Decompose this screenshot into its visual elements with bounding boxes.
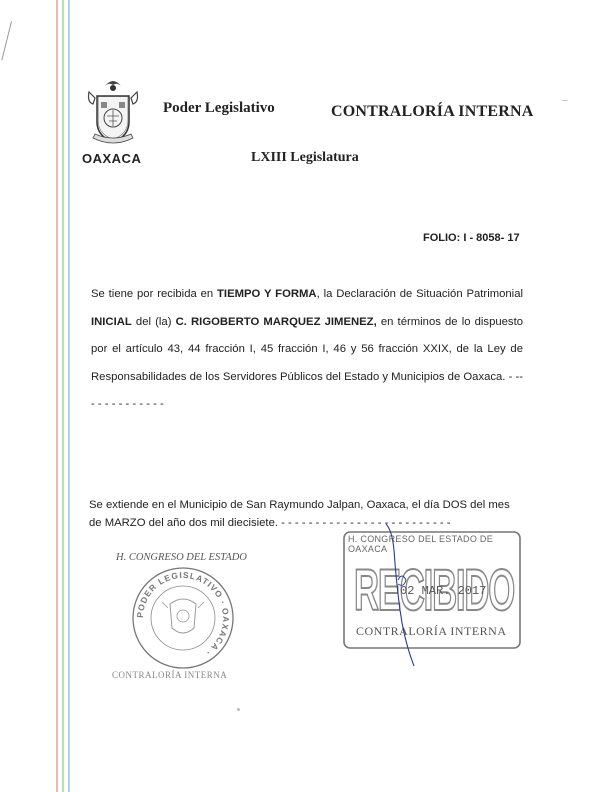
body-text-2: , la Declaración de Situación Patrimonial: [316, 288, 523, 300]
body-text-4: en términos de lo dispuesto por el artículo 43, 44 fracción I, 45 fracción I, 46 y 56 fracción XXIX, de la Ley de Responsabilidades de los Servidores Públicos del Estado y Municipios de Oaxaca. - -- - - - - - - - - - - -: [91, 315, 524, 411]
received-date: 02 MAR. 2017: [400, 584, 487, 598]
stamp-footer: CONTRALORÍA INTERNA: [112, 670, 228, 680]
pen-mark: [1, 21, 21, 62]
received-stamp-title: H. CONGRESO DEL ESTADO DE OAXACA: [348, 534, 494, 554]
signature-stroke: [380, 520, 440, 670]
department-title: CONTRALORÍA INTERNA: [331, 103, 534, 120]
margin-line-red: [56, 0, 58, 792]
body-text-1: Se tiene por recibida en: [91, 288, 218, 300]
legislature-subtitle: LXIII Legislatura: [251, 150, 359, 165]
svg-text:PODER LEGISLATIVO ∙ OAXACA ∙: [135, 570, 231, 658]
stamp-ring-text: PODER LEGISLATIVO ∙ OAXACA ∙: [134, 569, 232, 659]
folio-number: FOLIO: I - 8058- 17: [423, 232, 520, 244]
closing-paragraph: Se extiende en el Municipio de San Raymundo Jalpan, Oaxaca, el día DOS del mes de MARZO del año dos mil diecisiete. - - - - - - - - - - - - - - - - - - - - - - - - -: [89, 499, 510, 529]
institution-title: Poder Legislativo: [163, 100, 275, 116]
state-name: OAXACA: [82, 151, 142, 166]
received-department: CONTRALORÍA INTERNA: [356, 624, 507, 638]
body-bold-type: INICIAL: [91, 315, 132, 328]
congress-seal-stamp: [108, 548, 268, 688]
round-seal-icon: [128, 566, 238, 670]
body-text-3: del (la): [131, 315, 176, 328]
scan-dot: [237, 708, 240, 711]
declaration-paragraph: [91, 281, 523, 419]
body-bold-name: C. RIGOBERTO MARQUEZ JIMENEZ,: [175, 315, 377, 328]
body-bold-term: TIEMPO Y FORMA: [217, 288, 317, 300]
received-word: RECIBIDO: [354, 558, 514, 623]
margin-line-green: [62, 0, 64, 792]
scan-mark: [562, 100, 568, 101]
stamp-title: H. CONGRESO DEL ESTADO: [116, 552, 247, 563]
coat-of-arms-icon: [85, 76, 141, 148]
margin-line-blue: [68, 0, 70, 792]
